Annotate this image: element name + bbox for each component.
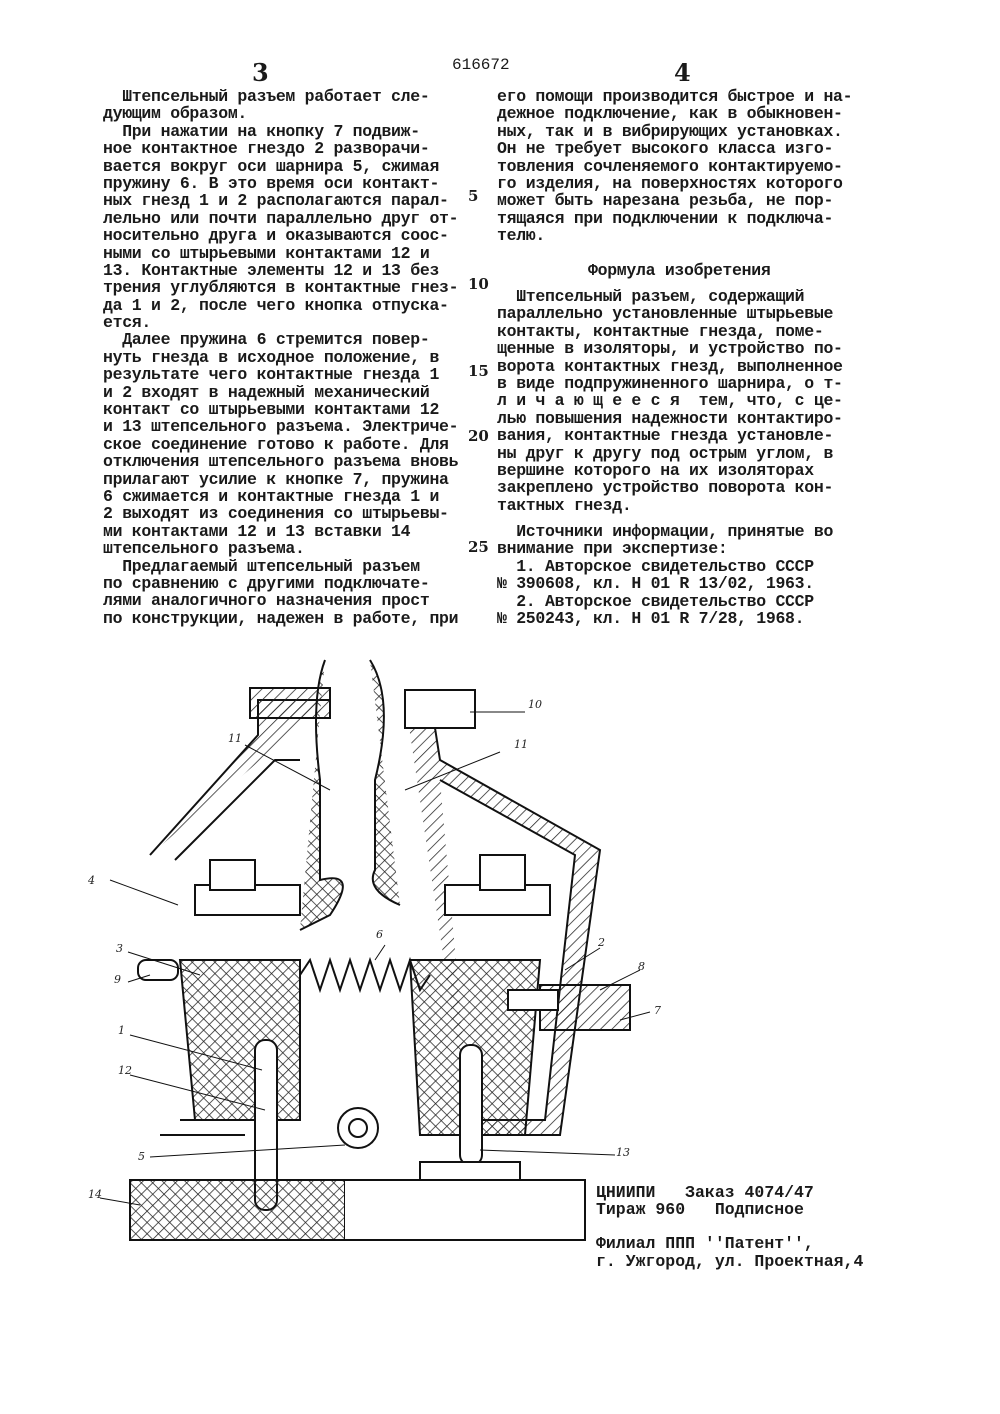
text-line: по сравнению с другими подключате- xyxy=(103,573,430,593)
text-line: трения углубляются в контактные гнез- xyxy=(103,278,459,298)
figure-label-11: 11 xyxy=(514,738,528,751)
text-line: ное контактное гнездо 2 разворачи- xyxy=(103,139,430,159)
text-line: ское соединение готово к работе. Для xyxy=(103,434,449,454)
text-line: № 250243, кл. H 01 R 7/28, 1968. xyxy=(497,608,805,628)
text-line: лью повышения надежности контактиро- xyxy=(497,408,843,428)
text-line: контакт со штырьевыми контактами 12 xyxy=(103,400,440,420)
figure-label-9: 9 xyxy=(114,973,121,986)
figure-label-4: 4 xyxy=(88,874,95,887)
page-number-left: 3 xyxy=(252,58,269,87)
line-number: 5 xyxy=(468,187,479,205)
figure-label-3: 3 xyxy=(116,942,123,955)
line-number: 10 xyxy=(468,275,489,293)
text-line: 6 сжимается и контактные гнезда 1 и xyxy=(103,486,440,506)
text-line: носительно друга и оказываются соос- xyxy=(103,226,449,246)
text-line: внимание при экспертизе: xyxy=(497,539,728,559)
page-number-right: 4 xyxy=(674,58,691,87)
text-line: в виде подпружиненного шарнира, о т- xyxy=(497,373,843,393)
text-line: 2 выходят из соединения со штырьевы- xyxy=(103,504,449,524)
figure-label-1: 1 xyxy=(118,1024,125,1037)
text-line: параллельно установленные штырьевые xyxy=(497,304,834,324)
text-line: товления сочленяемого контактируемо- xyxy=(497,156,843,176)
text-line: и 2 входят в надежный механический xyxy=(103,382,430,402)
figure-label-6: 6 xyxy=(376,928,383,941)
figure-label-14: 14 xyxy=(88,1188,102,1201)
text-line: л и ч а ю щ е е с я тем, что, с це- xyxy=(497,391,843,411)
figure-label-8: 8 xyxy=(638,960,645,973)
text-line: При нажатии на кнопку 7 подвиж- xyxy=(103,121,420,141)
text-line: ных гнезд 1 и 2 располагаются парал- xyxy=(103,191,449,211)
text-line: нуть гнезда в исходное положение, в xyxy=(103,347,440,367)
imprint-order: ЦНИИПИ Заказ 4074/47 xyxy=(596,1183,814,1202)
text-line: тактных гнезд. xyxy=(497,495,632,515)
claims-title: Формула изобретения xyxy=(588,261,771,280)
text-line: Он не требует высокого класса изго- xyxy=(497,139,834,159)
figure-label-5: 5 xyxy=(138,1150,145,1163)
document-number: 616672 xyxy=(452,56,510,74)
text-line: 1. Авторское свидетельство СССР xyxy=(497,556,814,576)
text-line: Далее пружина 6 стремится повер- xyxy=(103,330,430,350)
text-line: Предлагаемый штепсельный разъем xyxy=(103,556,420,576)
text-line: прилагают усилие к кнопке 7, пружина xyxy=(103,469,449,489)
text-line: может быть нарезана резьба, не пор- xyxy=(497,191,834,211)
text-line: контакты, контактные гнезда, поме- xyxy=(497,321,824,341)
text-line: ворота контактных гнезд, выполненное xyxy=(497,356,843,376)
text-line: го изделия, на поверхностях которого xyxy=(497,173,843,193)
text-line: дежное подключение, как в обыкновен- xyxy=(497,104,843,124)
text-line: № 390608, кл. H 01 R 13/02, 1963. xyxy=(497,574,814,594)
text-line: закреплено устройство поворота кон- xyxy=(497,478,834,498)
text-line: ных, так и в вибрирующих установках. xyxy=(497,121,843,141)
text-line: дующим образом. xyxy=(103,104,248,124)
text-line: его помощи производится быстрое и на- xyxy=(497,87,853,106)
text-line: вершине которого на их изоляторах xyxy=(497,460,814,480)
text-line: да 1 и 2, после чего кнопка отпуска- xyxy=(103,295,449,315)
figure-label-12: 12 xyxy=(118,1064,132,1077)
line-number: 15 xyxy=(468,362,489,380)
figure-label-10: 10 xyxy=(528,698,542,711)
text-line: 2. Авторское свидетельство СССР xyxy=(497,591,814,611)
text-line: 13. Контактные элементы 12 и 13 без xyxy=(103,260,440,280)
text-line: лельно или почти параллельно друг от- xyxy=(103,208,459,228)
text-line: ны друг к другу под острым углом, в xyxy=(497,443,834,463)
imprint-circulation: Тираж 960 Подписное xyxy=(596,1200,804,1219)
text-line: Штепсельный разъем, содержащий xyxy=(497,287,805,306)
figure-label-11: 11 xyxy=(228,732,242,745)
text-line: Источники информации, принятые во xyxy=(497,522,834,541)
text-line: пружину 6. В это время оси контакт- xyxy=(103,173,440,193)
line-number: 20 xyxy=(468,427,489,445)
text-line: ми контактами 12 и 13 вставки 14 xyxy=(103,521,411,541)
text-line: результате чего контактные гнезда 1 xyxy=(103,365,440,385)
text-line: и 13 штепсельного разъема. Электриче- xyxy=(103,417,459,437)
text-line: лями аналогичного назначения прост xyxy=(103,591,430,611)
text-line: Штепсельный разъем работает сле- xyxy=(103,87,430,106)
text-line: отключения штепсельного разъема вновь xyxy=(103,452,459,472)
line-number: 25 xyxy=(468,538,489,556)
imprint-address: г. Ужгород, ул. Проектная,4 xyxy=(596,1252,864,1271)
text-line: ными со штырьевыми контактами 12 и xyxy=(103,243,430,263)
text-line: вается вокруг оси шарнира 5, сжимая xyxy=(103,156,440,176)
text-line: вания, контактные гнезда установле- xyxy=(497,426,834,446)
imprint-branch: Филиал ППП ''Патент'', xyxy=(596,1234,814,1253)
text-line: тящаяся при подключении к подключа- xyxy=(497,208,834,228)
figure-label-13: 13 xyxy=(616,1146,630,1159)
text-line: штепсельного разъема. xyxy=(103,539,305,559)
figure-label-2: 2 xyxy=(598,936,605,949)
text-line: телю. xyxy=(497,226,546,246)
text-line: по конструкции, надежен в работе, при xyxy=(103,608,459,628)
text-line: щенные в изоляторы, и устройство по- xyxy=(497,339,843,359)
figure-label-7: 7 xyxy=(654,1004,661,1017)
text-line: ется. xyxy=(103,313,152,333)
